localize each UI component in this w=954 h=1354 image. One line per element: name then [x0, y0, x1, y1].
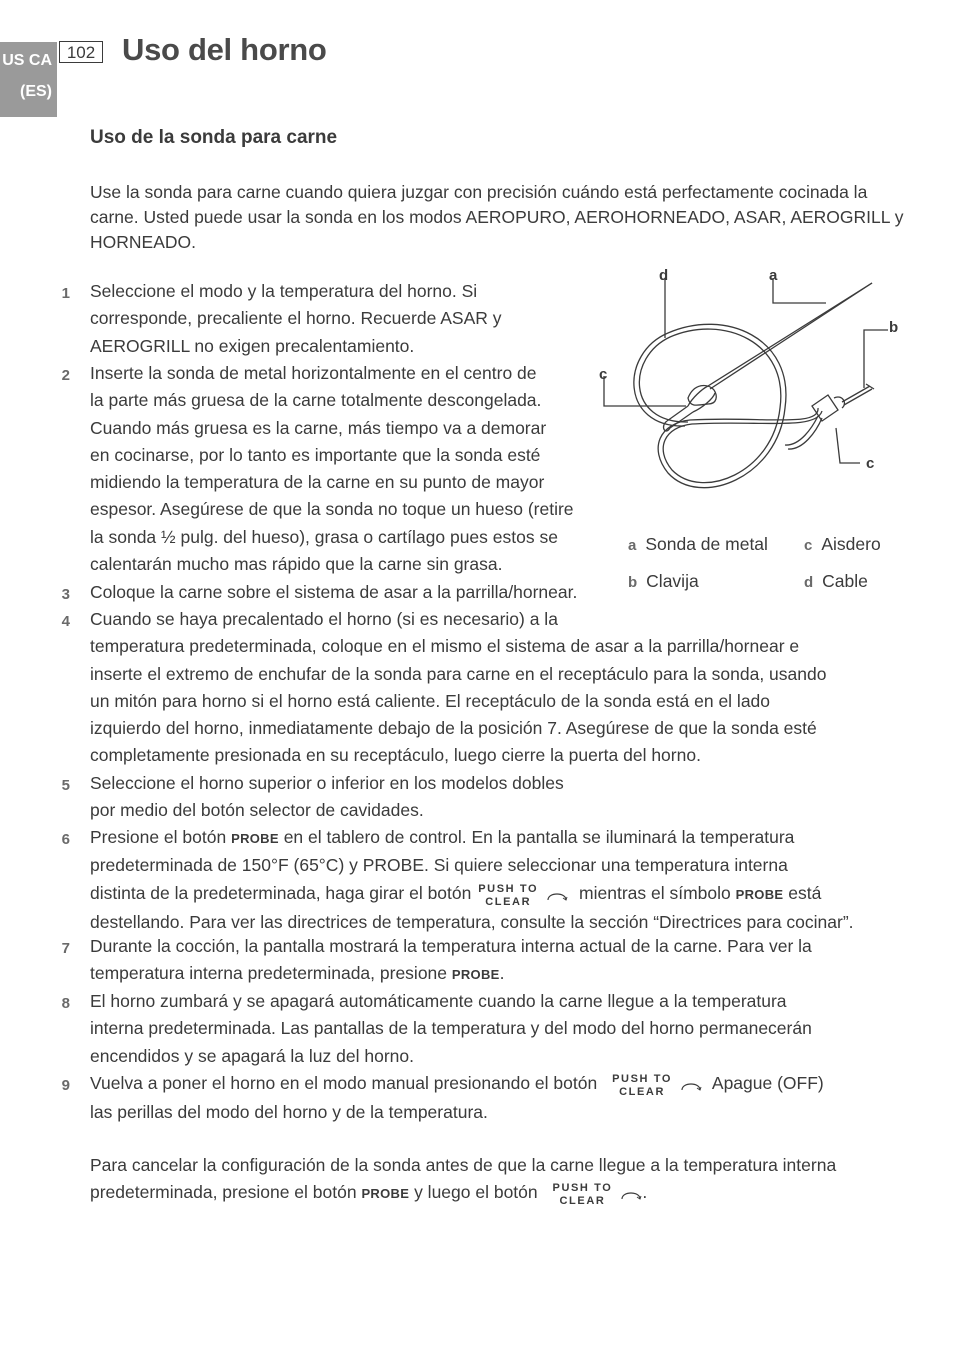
step-line: espesor. Asegúrese de que la sonda no toque un hueso (retire	[90, 499, 574, 520]
legend-item-a	[628, 534, 768, 555]
step-line: completamente presionada en su receptáculo, luego cierre la puerta del horno.	[90, 745, 701, 766]
step-line: midiendo la temperatura de la carne en su punto de mayor	[90, 472, 545, 493]
push-to-clear-label: PUSH TO CLEAR	[612, 1073, 672, 1098]
step-1	[61, 278, 502, 360]
legend-item-d	[804, 571, 868, 592]
knob-icon	[546, 888, 568, 902]
step-9	[61, 1070, 824, 1126]
step-line: corresponde, precaliente el horno. Recuerde ASAR y	[90, 308, 502, 329]
cancel-line: Para cancelar la configuración de la sonda antes de que la carne llegue a la temperatura interna	[90, 1155, 837, 1175]
callout-c-plug: c	[866, 455, 875, 472]
legend-item-b	[628, 571, 699, 592]
callout-d: d	[659, 267, 669, 284]
knob-icon	[620, 1187, 642, 1201]
step-line: encendidos y se apagará la luz del horno.	[90, 1045, 414, 1066]
legend-letter: c	[804, 537, 813, 554]
legend-label: Clavija	[646, 571, 699, 591]
step-line: un mitón para horno si el horno está caliente. El receptáculo de la sonda está en el lado	[90, 690, 771, 711]
callout-b: b	[889, 319, 899, 336]
legend-label: Aisdero	[821, 534, 881, 554]
region-tab	[0, 42, 57, 117]
step-line: en cocinarse, por lo tanto es importante que la sonda esté	[90, 444, 541, 465]
push-to-clear-label: PUSH TO CLEAR	[478, 882, 539, 908]
callout-a: a	[769, 267, 778, 284]
step-8	[61, 988, 812, 1070]
step-number: 1	[61, 285, 70, 302]
step-number: 6	[61, 831, 70, 848]
step-line: destellando. Para ver las directrices de temperatura, consulte la sección “Directrices para cocinar”.	[90, 911, 854, 932]
probe-button-label: PROBE	[361, 1186, 410, 1202]
step-line: distinta de la predeterminada, haga girar el botón PUSH TO CLEAR mientras el símbolo PROBE está	[90, 882, 822, 908]
step-line: inserte el extremo de enchufar de la sonda para carne en el receptáculo para la sonda, usando	[90, 663, 827, 684]
step-line: la sonda ½ pulg. del hueso), grasa o cartílago pues estos se	[90, 526, 558, 547]
step-line: las perillas del modo del horno y de la temperatura.	[90, 1102, 488, 1122]
step-line: calentarán mucho mas rápido que la carne sin grasa.	[90, 554, 503, 575]
section-intro: Use la sonda para carne cuando quiera juzgar con precisión cuándo está perfectamente cocinada la carne. Usted puede usar la sonda en los modos AEROPURO, AEROHORNEADO, ASAR, AEROGRILL y HORNEADO.	[90, 182, 904, 252]
step-number: 8	[61, 995, 70, 1012]
step-line: Cuando se haya precalentado el horno (si es necesario) a la	[90, 609, 558, 629]
step-line: interna predeterminada. Las pantallas de la temperatura y del modo del horno permanecerán	[90, 1018, 812, 1039]
probe-button-label: PROBE	[451, 967, 500, 983]
page-number: 102	[59, 41, 103, 63]
step-line: Presione el botón PROBE en el tablero de control. En la pantalla se iluminará la temperatura	[90, 827, 795, 847]
knob-icon	[680, 1078, 702, 1092]
step-line: Cuando más gruesa es la carne, más tiempo va a demorar	[90, 417, 547, 438]
step-line: Seleccione el horno superior o inferior en los modelos dobles	[90, 773, 564, 793]
language-label: (ES)	[20, 83, 52, 100]
step-line: la parte más gruesa de la carne totalmente descongelada.	[90, 390, 542, 411]
step-line: temperatura predeterminada, coloque en el mismo el sistema de asar a la parrilla/hornear e	[90, 636, 800, 657]
step-line: El horno zumbará y se apagará automáticamente cuando la carne llegue a la temperatura	[90, 991, 787, 1011]
section-title: Uso de la sonda para carne	[90, 127, 338, 148]
step-6	[61, 824, 854, 936]
region-label: US CA	[2, 52, 52, 69]
legend-label: Sonda de metal	[645, 534, 768, 554]
step-number: 2	[61, 367, 70, 384]
step-line: Durante la cocción, la pantalla mostrará la temperatura interna actual de la carne. Para ver la	[90, 936, 812, 956]
push-to-clear-label: PUSH TO CLEAR	[552, 1182, 613, 1208]
meat-probe-diagram	[590, 258, 910, 518]
probe-button-label: PROBE	[231, 831, 279, 846]
step-line: izquierdo del horno, inmediatamente debajo de la posición 7. Asegúrese de que la sonda esté	[90, 718, 817, 739]
probe-symbol-label: PROBE	[735, 886, 784, 902]
step-line: temperatura interna predeterminada, presione PROBE.	[90, 963, 505, 984]
step-2	[61, 360, 574, 578]
legend-letter: a	[628, 537, 637, 554]
legend-item-c	[804, 534, 881, 555]
step-3	[61, 579, 578, 606]
step-line: Seleccione el modo y la temperatura del horno. Si	[90, 281, 478, 301]
callout-c-handle: c	[599, 366, 608, 383]
step-line: por medio del botón selector de cavidades.	[90, 800, 424, 821]
step-line: Inserte la sonda de metal horizontalmente en el centro de	[90, 363, 537, 383]
step-line: Vuelva a poner el horno en el modo manual presionando el botón PUSH TO CLEAR Apague (OFF)	[90, 1073, 824, 1098]
legend-label: Cable	[822, 571, 868, 591]
step-line: predeterminada de 150°F (65°C) y PROBE. Si quiere seleccionar una temperatura interna	[90, 855, 788, 876]
step-4	[61, 606, 827, 770]
cancel-line: predeterminada, presione el botón PROBE y luego el botón PUSH TO CLEAR .	[90, 1182, 648, 1208]
step-7	[61, 933, 812, 989]
step-number: 9	[61, 1077, 70, 1094]
step-5	[61, 770, 564, 825]
legend-letter: d	[804, 574, 814, 591]
step-number: 4	[61, 613, 70, 630]
step-number: 7	[61, 940, 70, 957]
step-number: 5	[61, 777, 70, 794]
legend-letter: b	[628, 574, 638, 591]
cancel-note	[90, 1152, 910, 1208]
step-line: AEROGRILL no exigen precalentamiento.	[90, 335, 415, 356]
probe-plug	[812, 395, 838, 421]
page-title: Uso del horno	[122, 32, 327, 67]
step-line: Coloque la carne sobre el sistema de asar a la parrilla/hornear.	[90, 582, 578, 602]
step-number: 3	[61, 586, 70, 603]
